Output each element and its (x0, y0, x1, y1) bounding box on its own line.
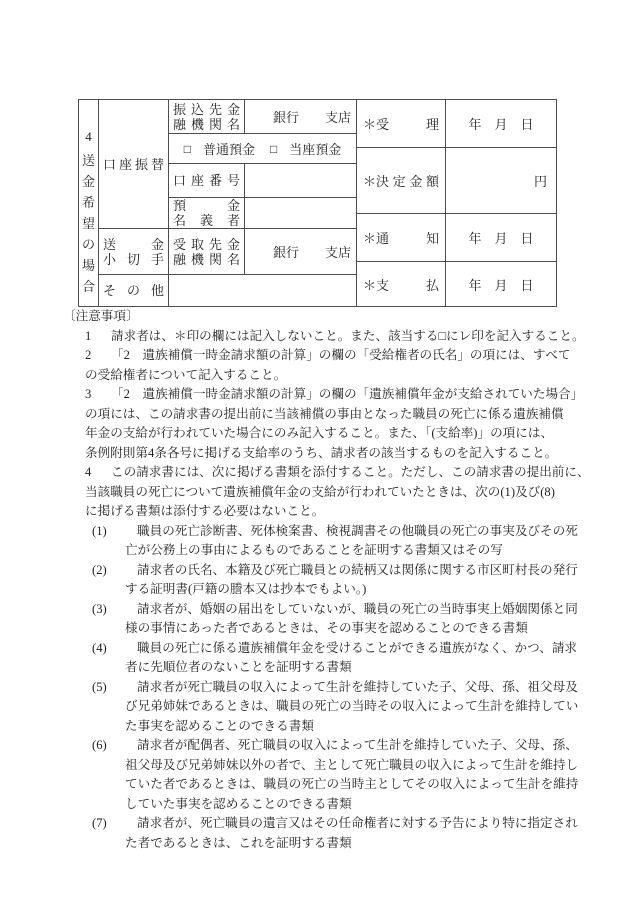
subitem-number: (4) (92, 640, 107, 655)
subitem-number: (6) (92, 738, 107, 752)
note-line: 請求者が、婚姻の届出をしていないが、職員の死亡の当時事実上婚姻関係と同 (137, 601, 578, 616)
note-line: 年金の支給が行われていた場合にのみ記入すること。また、「(支給率)」の項には、 (85, 426, 554, 440)
decided-amount-label-cell: ＊決 定 金 額 (357, 148, 446, 214)
note-line: する証明書(戸籍の謄本又は抄本でもよい。) (125, 582, 367, 596)
account-holder-field[interactable] (245, 198, 357, 229)
acceptance-label-cell: ＊受 理 (357, 100, 446, 148)
receive-bank-name-field[interactable] (245, 229, 357, 275)
note-subitem-6 (92, 736, 603, 814)
section-title-vertical: 送金希望の場合 (81, 153, 95, 294)
note-line: 請求者は、＊印の欄には記入しないこと。また、該当する□にレ印を記入すること。 (111, 328, 585, 343)
note-item-4 (85, 463, 603, 522)
account-number-field[interactable] (245, 164, 357, 198)
other-field[interactable] (169, 275, 357, 307)
note-subitem-3 (92, 600, 603, 639)
note-line: していた事実を認めることのできる書類 (125, 796, 352, 811)
note-line: 祖父母及び兄弟姉妹以外の者で、主として死亡職員の収入によって生計を維持し (125, 757, 579, 772)
subitem-number: (3) (92, 601, 107, 616)
note-subitem-5 (92, 678, 603, 737)
transfer-bank-label-cell: 振込先金 融機関名 (169, 100, 245, 134)
bank-suffix: 銀行 (272, 110, 299, 125)
note-line: 職員の死亡診断書、死体検案書、検視調書その他職員の死亡の事実及びその死 (137, 523, 578, 538)
note-line: た事実を認めることのできる書類 (125, 718, 314, 733)
notice-label-cell: ＊通 知 (357, 214, 446, 262)
current-deposit-option (270, 139, 341, 158)
deposit-type-row (169, 134, 357, 164)
note-line: 亡が公務上の事由によるものであることを証明する書類又はその写 (125, 543, 503, 557)
note-line: 請求者が配偶者、死亡職員の収入によって生計を維持していた子、父母、孫、 (137, 738, 578, 752)
notes-section (63, 307, 603, 853)
note-line: 請求者が、死亡職員の遺言又はその任命権者に対する予告により特に指定され (137, 816, 578, 830)
current-deposit-checkbox[interactable]: □ (270, 141, 278, 156)
note-number: 2 (85, 348, 92, 362)
note-line: 職員の死亡に係る遺族補償年金を受けることができる遺族がなく、かつ、請求 (137, 640, 578, 655)
note-line: 「2 遺族補償一時金請求額の計算」の欄の「受給権者の氏名」の項には、すべて (111, 348, 571, 362)
branch-suffix: 支店 (324, 245, 351, 260)
account-holder-label-cell: 預金 名義者 (169, 198, 245, 229)
note-line: 条例附則第4条各号に掲げる支給率のうち、請求者の該当するものを記入すること。 (85, 445, 558, 460)
note-line: の項には、この請求書の提出前に当該補償の事由となった職員の死亡に係る遺族補償 (85, 406, 564, 421)
yen-suffix: 円 (533, 174, 547, 189)
note-subitem-7 (92, 814, 603, 853)
note-subitem-2 (92, 561, 603, 600)
section-number: 4 (85, 129, 92, 144)
ordinary-deposit-option (184, 139, 255, 158)
subitem-number: (2) (92, 562, 107, 577)
bank-suffix: 銀行 (272, 245, 299, 260)
notice-date-field[interactable]: 年 月 日 (446, 214, 557, 262)
other-row-header: その他 (99, 275, 169, 307)
note-line: 者に先順位者のないことを証明する書類 (125, 660, 352, 674)
branch-suffix: 支店 (324, 110, 351, 125)
note-line: た者であるときは、これを証明する書類 (125, 835, 352, 850)
ordinary-deposit-label: 普通預金 (202, 142, 255, 157)
account-transfer-row-header: 口座振替 (99, 100, 169, 229)
note-number: 1 (85, 328, 92, 343)
note-line: に掲げる書類は添付する必要はないこと。 (85, 504, 325, 518)
note-line: 当該職員の死亡について遺族補償年金の支給が行われていたときは、次の(1)及び(8) (85, 484, 555, 499)
subitem-number: (7) (92, 816, 107, 830)
current-deposit-label: 当座預金 (289, 142, 342, 157)
subitem-number: (1) (92, 523, 107, 538)
note-line: 請求者の氏名、本籍及び死亡職員との続柄又は関係に関する市区町村長の発行 (137, 562, 578, 577)
decided-amount-field[interactable] (446, 148, 557, 214)
acceptance-date-field[interactable]: 年 月 日 (446, 100, 557, 148)
note-item-1 (85, 327, 603, 347)
remittance-check-row-header: 送金 小切手 (99, 229, 169, 275)
remittance-request-table (78, 99, 557, 307)
note-line: 「2 遺族補償一時金請求額の計算」の欄の「遺族補償年金が支給されていた場合」 (111, 387, 584, 401)
note-line: の受給権者について記入すること。 (85, 367, 287, 382)
note-number: 4 (85, 465, 92, 479)
note-line: ていた者であるときは、職員の死亡の当時主としてその収入によって生計を維持 (125, 777, 579, 791)
note-item-2 (85, 346, 603, 385)
account-number-label-cell: 口座番号 (169, 164, 245, 198)
receive-bank-label-cell: 受取先金 融機関名 (169, 229, 245, 275)
subitem-number: (5) (92, 679, 107, 694)
payment-date-field[interactable]: 年 月 日 (446, 262, 557, 307)
note-item-3 (85, 385, 603, 463)
ordinary-deposit-checkbox[interactable]: □ (183, 141, 191, 156)
payment-label-cell: ＊支 払 (357, 262, 446, 307)
note-line: び兄弟姉妹であるときは、職員の死亡の当時その収入によって生計を維持してい (125, 699, 579, 713)
note-number: 3 (85, 387, 92, 401)
note-line: この請求書には、次に掲げる書類を添付すること。ただし、この請求書の提出前に、 (111, 465, 590, 479)
notes-heading: 〔注意事項〕 (63, 309, 139, 323)
transfer-bank-name-field[interactable] (245, 100, 357, 134)
section-header-cell (79, 100, 99, 307)
note-line: 請求者が死亡職員の収入によって生計を維持していた子、父母、孫、祖父母及 (137, 679, 578, 694)
note-subitem-1 (92, 522, 603, 561)
note-line: 様の事情にあった者であるときは、その事実を認めることのできる書類 (125, 621, 528, 635)
note-subitem-4 (92, 639, 603, 678)
